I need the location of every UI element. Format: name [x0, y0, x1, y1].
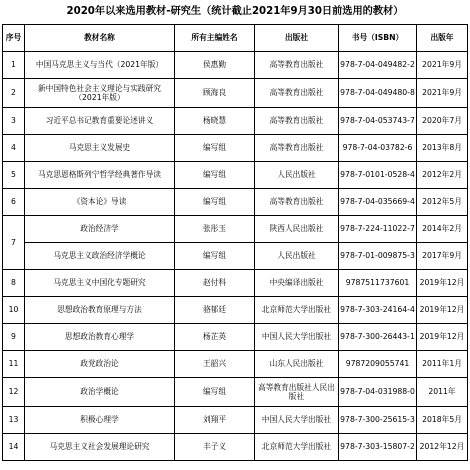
cell-publisher: 中央编译出版社: [255, 270, 339, 297]
cell-name: 习近平总书记教育重要论述讲义: [25, 108, 175, 135]
cell-name: 马克思主义社会发展理论研究: [25, 434, 175, 461]
cell-name: 政党政治论: [25, 351, 175, 378]
cell-publisher: 北京师范大学出版社: [255, 297, 339, 324]
cell-editor: 编写组: [175, 189, 255, 216]
cell-isbn: 9787511737601: [339, 270, 417, 297]
cell-editor: 侯惠勤: [175, 52, 255, 79]
table-row: [3, 162, 468, 189]
textbook-table: [2, 24, 468, 461]
cell-no: 4: [3, 135, 25, 162]
cell-name: 《资本论》导读: [25, 189, 175, 216]
cell-name: 马克思主义发展史: [25, 135, 175, 162]
cell-editor: 骆郁廷: [175, 297, 255, 324]
table-row: [3, 270, 468, 297]
cell-editor: 丰子义: [175, 434, 255, 461]
header-isbn: 书号（ISBN）: [339, 25, 417, 52]
table-row: [3, 378, 468, 407]
cell-publisher: 高等教育出版社: [255, 135, 339, 162]
cell-editor: 编写组: [175, 135, 255, 162]
header-editor: 所有主编姓名: [175, 25, 255, 52]
cell-no: 12: [3, 378, 25, 407]
cell-name: 新中国特色社会主义理论与实践研究（2021年版）: [25, 79, 175, 108]
cell-no: 5: [3, 162, 25, 189]
cell-isbn: 978-7-04-035669-4: [339, 189, 417, 216]
cell-editor: 刘翔平: [175, 407, 255, 434]
cell-publisher: 高等教育出版社: [255, 108, 339, 135]
cell-name: 政治经济学: [25, 216, 175, 243]
table-row: [3, 135, 468, 162]
cell-isbn: 978-7-04-049480-8: [339, 79, 417, 108]
table-row: [3, 297, 468, 324]
table-row: [3, 108, 468, 135]
cell-no: 13: [3, 407, 25, 434]
cell-isbn: 978-7-01-009875-3: [339, 243, 417, 270]
header-publisher: 出版社: [255, 25, 339, 52]
cell-no: 10: [3, 297, 25, 324]
header-name: 教材名称: [25, 25, 175, 52]
cell-editor: 编写组: [175, 162, 255, 189]
cell-year: 2019年12月: [417, 324, 468, 351]
cell-no: 6: [3, 189, 25, 216]
cell-year: 2011年1月: [417, 351, 468, 378]
table-row: [3, 216, 468, 243]
table-row: [3, 351, 468, 378]
cell-year: 2019年12月: [417, 297, 468, 324]
cell-editor: 编写组: [175, 243, 255, 270]
cell-isbn: 978-7-303-15807-2: [339, 434, 417, 461]
cell-year: 2021年9月: [417, 79, 468, 108]
cell-isbn: 978-7-224-11022-7: [339, 216, 417, 243]
cell-year: 2013年8月: [417, 135, 468, 162]
cell-publisher: 高等教育出版社: [255, 52, 339, 79]
cell-no: 8: [3, 270, 25, 297]
cell-year: 2019年12月: [417, 270, 468, 297]
cell-isbn: 978-7-300-25615-3: [339, 407, 417, 434]
cell-editor: 顾海良: [175, 79, 255, 108]
cell-name: 中国马克思主义与当代（2021年版）: [25, 52, 175, 79]
cell-no: 1: [3, 52, 25, 79]
cell-name: 积极心理学: [25, 407, 175, 434]
cell-name: 政治学概论: [25, 378, 175, 407]
header-year: 出版年: [417, 25, 468, 52]
cell-editor: 编写组: [175, 378, 255, 407]
cell-publisher: 中国人民大学出版社: [255, 407, 339, 434]
cell-name: 马克思主义中国化专题研究: [25, 270, 175, 297]
cell-editor: 杨芷英: [175, 324, 255, 351]
table-row: [3, 79, 468, 108]
table-row: [3, 324, 468, 351]
cell-publisher: 中国人民大学出版社: [255, 324, 339, 351]
cell-editor: 赵付科: [175, 270, 255, 297]
cell-isbn: 978-7-04-03782-6: [339, 135, 417, 162]
cell-no: 7: [3, 216, 25, 270]
cell-isbn: 9787209055741: [339, 351, 417, 378]
header-no: 序号: [3, 25, 25, 52]
table-row: [3, 243, 468, 270]
cell-publisher: 人民出版社: [255, 162, 339, 189]
cell-isbn: 978-7-04-049482-2: [339, 52, 417, 79]
cell-isbn: 978-7-04-053743-7: [339, 108, 417, 135]
cell-year: 2017年9月: [417, 243, 468, 270]
cell-year: 2014年2月: [417, 216, 468, 243]
cell-publisher: 山东人民出版社: [255, 351, 339, 378]
cell-editor: 张彤玉: [175, 216, 255, 243]
cell-publisher: 高等教育出版社人民出版社: [255, 378, 339, 407]
cell-name: 思想政治教育心理学: [25, 324, 175, 351]
cell-isbn: 978-7-303-24164-4: [339, 297, 417, 324]
cell-year: 2020年7月: [417, 108, 468, 135]
cell-year: 2012年5月: [417, 189, 468, 216]
cell-no: 3: [3, 108, 25, 135]
cell-publisher: 人民出版社: [255, 243, 339, 270]
cell-year: 2012年12月: [417, 434, 468, 461]
cell-no: 11: [3, 351, 25, 378]
cell-publisher: 陕西人民出版社: [255, 216, 339, 243]
cell-editor: 杨晓慧: [175, 108, 255, 135]
cell-year: 2021年9月: [417, 52, 468, 79]
cell-isbn: 978-7-04-031988-0: [339, 378, 417, 407]
cell-publisher: 高等教育出版社: [255, 79, 339, 108]
header-row: [3, 25, 468, 52]
table-row: [3, 189, 468, 216]
cell-editor: 王韶兴: [175, 351, 255, 378]
table-row: [3, 407, 468, 434]
cell-no: 2: [3, 79, 25, 108]
cell-no: 9: [3, 324, 25, 351]
cell-year: 2012年2月: [417, 162, 468, 189]
cell-name: 思想政治教育原理与方法: [25, 297, 175, 324]
cell-year: 2011年: [417, 378, 468, 407]
cell-name: 马克思主义政治经济学概论: [25, 243, 175, 270]
cell-year: 2018年5月: [417, 407, 468, 434]
cell-publisher: 高等教育出版社: [255, 189, 339, 216]
cell-isbn: 978-7-300-26443-1: [339, 324, 417, 351]
cell-publisher: 北京师范大学出版社: [255, 434, 339, 461]
cell-no: 14: [3, 434, 25, 461]
cell-isbn: 978-7-0101-0528-4: [339, 162, 417, 189]
table-row: [3, 52, 468, 79]
page-title: 2020年以来选用教材-研究生（统计截止2021年9月30日前选用的教材）: [66, 6, 404, 17]
cell-name: 马克思恩格斯列宁哲学经典著作导读: [25, 162, 175, 189]
table-row: [3, 434, 468, 461]
